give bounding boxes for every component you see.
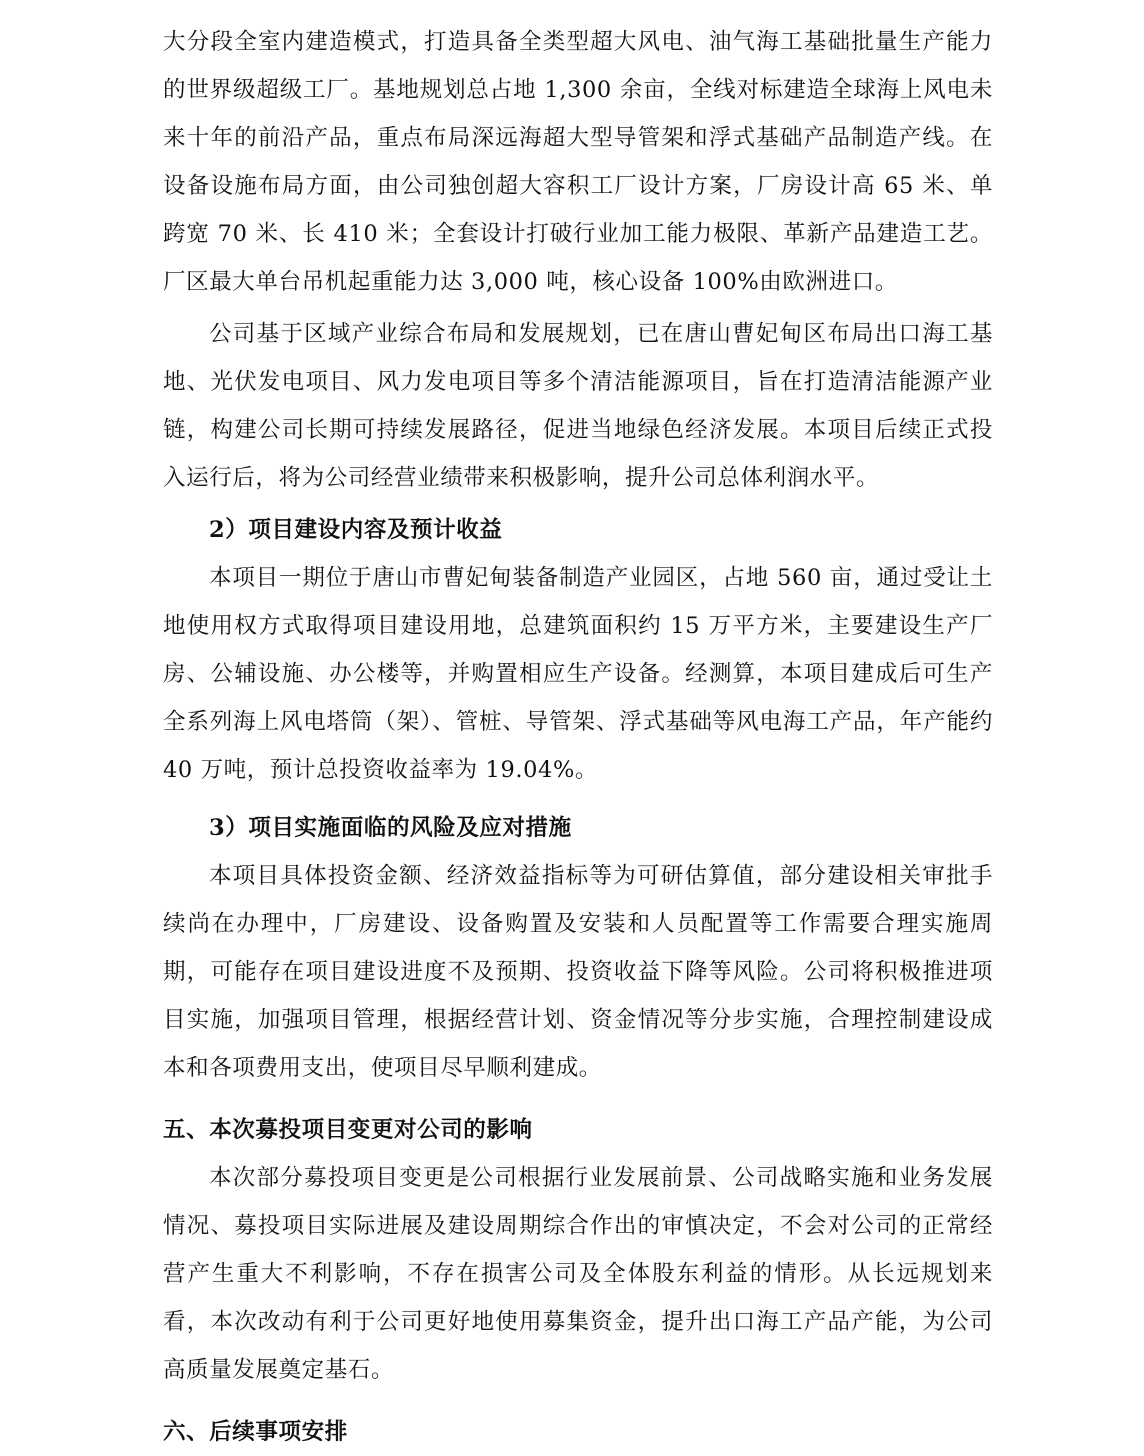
paragraph-factory-overview: 大分段全室内建造模式，打造具备全类型超大风电、油气海工基础批量生产能力的世界级超级工厂。基地规划总占地 1,300 余亩，全线对标建造全球海上风电未来十年的前沿产品，重点布局深远海超大型导管架和浮式基础产品制造产线。在设备设施布局方面，由公司独创超大容积工厂设计方案，厂房设计高 65 米、单跨宽 70 米、长 410 米；全套设计打破行业加工能力极限、革新产品建造工艺。厂区最大单台吊机起重能力达 3,000 吨，核心设备 100%由欧洲进口。 (163, 29, 993, 295)
section-heading-follow-up: 六、后续事项安排 (163, 1419, 348, 1445)
subheading-construction-content: 2）项目建设内容及预计收益 (209, 517, 503, 543)
paragraph-construction-content: 本项目一期位于唐山市曹妃甸装备制造产业园区，占地 560 亩，通过受让土地使用权方式取得项目建设用地，总建筑面积约 15 万平方米，主要建设生产厂房、公辅设施、办公楼等，并购置相应生产设备。经测算，本项目建成后可生产全系列海上风电塔筒（架）、管桩、导管架、浮式基础等风电海工产品，年产能约 40 万吨，预计总投资收益率为 19.04%。 (163, 565, 993, 783)
section-heading-impact: 五、本次募投项目变更对公司的影响 (163, 1117, 533, 1143)
document-page (163, 18, 993, 1456)
subheading-risks: 3）项目实施面临的风险及应对措施 (209, 815, 572, 841)
paragraph-impact: 本次部分募投项目变更是公司根据行业发展前景、公司战略实施和业务发展情况、募投项目实际进展及建设周期综合作出的审慎决定，不会对公司的正常经营产生重大不利影响，不存在损害公司及全体股东利益的情形。从长远规划来看，本次改动有利于公司更好地使用募集资金，提升出口海工产品产能，为公司高质量发展奠定基石。 (163, 1165, 993, 1383)
paragraph-regional-layout: 公司基于区域产业综合布局和发展规划，已在唐山曹妃甸区布局出口海工基地、光伏发电项目、风力发电项目等多个清洁能源项目，旨在打造清洁能源产业链，构建公司长期可持续发展路径，促进当地绿色经济发展。本项目后续正式投入运行后，将为公司经营业绩带来积极影响，提升公司总体利润水平。 (163, 321, 993, 491)
paragraph-risks: 本项目具体投资金额、经济效益指标等为可研估算值，部分建设相关审批手续尚在办理中，厂房建设、设备购置及安装和人员配置等工作需要合理实施周期，可能存在项目建设进度不及预期、投资收益下降等风险。公司将积极推进项目实施，加强项目管理，根据经营计划、资金情况等分步实施，合理控制建设成本和各项费用支出，使项目尽早顺利建成。 (163, 863, 993, 1081)
